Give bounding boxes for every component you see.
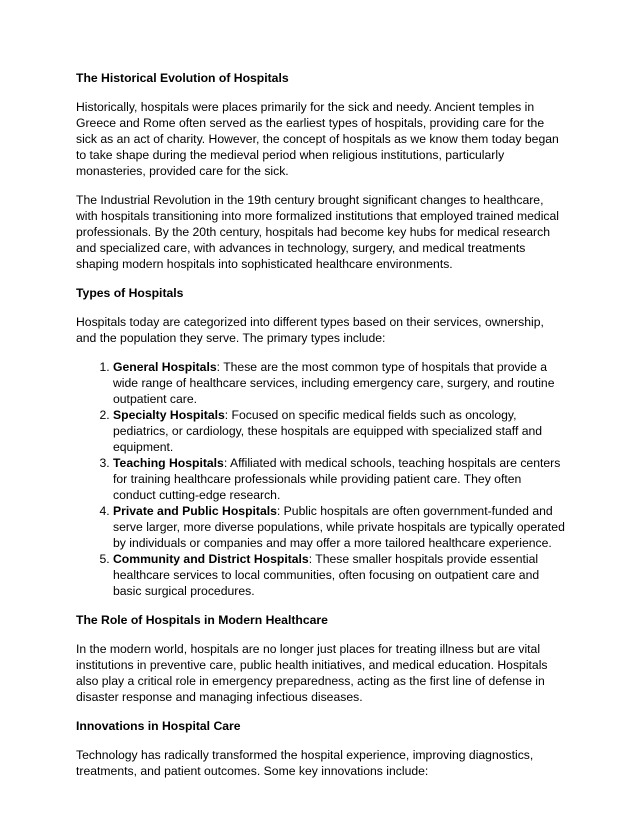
hospital-types-list [76, 359, 566, 599]
list-item-term: Community and District Hospitals [113, 552, 309, 566]
list-item-term: General Hospitals [113, 360, 217, 374]
list-item-private-public-hospitals [113, 503, 566, 551]
list-item-term: Specialty Hospitals [113, 408, 225, 422]
section-heading-types-of-hospitals: Types of Hospitals [76, 286, 184, 300]
paragraph-role: In the modern world, hospitals are no longer just places for treating illness but are vital institutions in preventive care, public health initiatives, and medical education. Hospitals also play a critical role in emergency preparedness, acting as the first line of defense in disaster response and managing infectious diseases. [76, 642, 548, 704]
list-item-text: : These smaller hospitals provide essential healthcare services to local communities, often focusing on outpatient care and basic surgical procedures. [113, 552, 540, 598]
section-heading-innovations: Innovations in Hospital Care [76, 719, 241, 733]
list-item-text: : Focused on specific medical fields such as oncology, pediatrics, or cardiology, these hospitals are equipped with specialized staff and equipment. [113, 408, 543, 454]
section-heading-role-of-hospitals: The Role of Hospitals in Modern Healthcare [76, 613, 328, 627]
section-heading-historical-evolution: The Historical Evolution of Hospitals [76, 71, 289, 85]
list-item-text: : These are the most common type of hospitals that provide a wide range of healthcare services, including emergency care, surgery, and routine outpatient care. [113, 360, 555, 406]
paragraph-history-1: Historically, hospitals were places primarily for the sick and needy. Ancient temples in Greece and Rome often served as the earliest types of hospitals, providing care for the sick as an act of charity. However, the concept of hospitals as we know them today began to take shape during the medieval period when religious institutions, particularly monasteries, provided care for the sick. [76, 100, 559, 178]
list-item-community-district-hospitals [113, 551, 566, 599]
list-item-specialty-hospitals [113, 407, 566, 455]
paragraph-history-2: The Industrial Revolution in the 19th century brought significant changes to healthcare, with hospitals transitioning into more formalized institutions that employed trained medical professionals. By the 20th century, hospitals had become key hubs for medical research and specialized care, with advances in technology, surgery, and medical treatments shaping modern hospitals into sophisticated healthcare environments. [76, 193, 560, 271]
list-item-text: : Public hospitals are often government-funded and serve larger, more diverse populations, while private hospitals are typically operated by individuals or companies and may offer a more tailored healthcare experience. [113, 504, 565, 550]
list-item-teaching-hospitals [113, 455, 566, 503]
list-item-term: Teaching Hospitals [113, 456, 224, 470]
document-page [76, 70, 566, 792]
list-item-general-hospitals [113, 359, 566, 407]
list-item-text: : Affiliated with medical schools, teaching hospitals are centers for training healthcare professionals while providing patient care. They often conduct cutting-edge research. [113, 456, 561, 502]
paragraph-types-intro: Hospitals today are categorized into different types based on their services, ownership, and the population they serve. The primary types include: [76, 315, 544, 345]
paragraph-innovations: Technology has radically transformed the hospital experience, improving diagnostics, treatments, and patient outcomes. Some key innovations include: [76, 748, 534, 778]
list-item-term: Private and Public Hospitals [113, 504, 277, 518]
